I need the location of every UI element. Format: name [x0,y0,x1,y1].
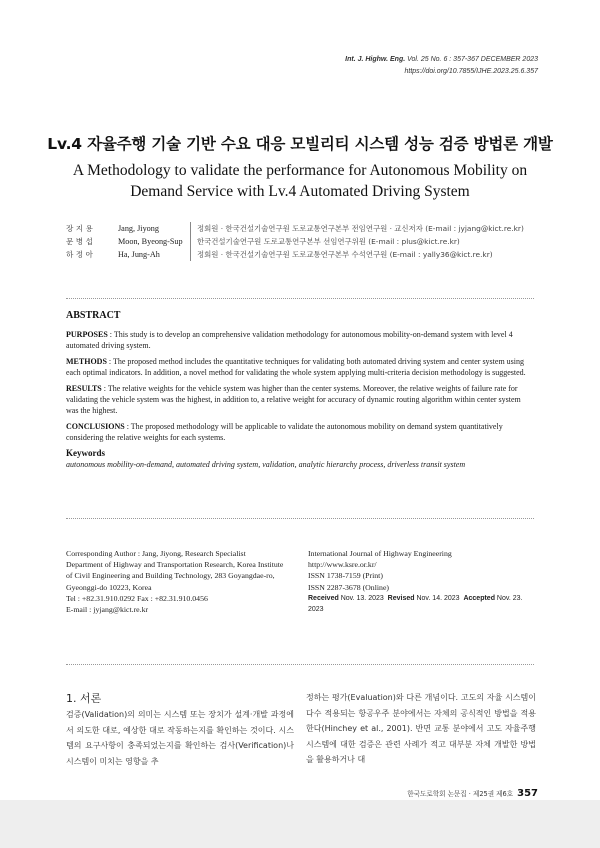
author-name-en: Moon, Byeong-Sup [118,237,183,246]
abstract-methods [66,356,534,378]
author-row [66,222,524,235]
title-korean: Lv.4 자율주행 기술 기반 수요 대응 모빌리티 시스템 성능 검증 방법론 개발 [47,135,553,153]
accepted-date: Nov. 23. 2023 [308,594,523,614]
publication-line: ISSN 1738-7159 (Print) [308,571,383,581]
received-date: Nov. 13. 2023 [340,594,384,602]
publication-url[interactable]: http://www.ksre.or.kr/ [308,560,377,570]
purposes-label: PURPOSES [66,330,108,339]
publication-line: ISSN 2287-3678 (Online) [308,582,389,592]
author-affiliation: 정회원 · 한국건설기술연구원 도로교통연구본부 전임연구원 · 교신저자 (E-mail : jyjang@kict.re.kr) [190,222,524,235]
revised-label: Revised [387,594,415,602]
publication-dates [308,593,538,615]
author-name-en: Jang, Jiyong [118,224,159,233]
abstract-purposes [66,329,534,351]
journal-doi[interactable]: https://doi.org/10.7855/IJHE.2023.25.6.357 [404,68,538,75]
methods-label: METHODS [66,357,107,366]
author-affiliation: 한국건설기술연구원 도로교통연구본부 선임연구위원 (E-mail : plus@kict.re.kr) [190,235,460,248]
journal-abbrev: Int. J. Highw. Eng. [345,56,406,63]
publication-line: International Journal of Highway Engineering [308,549,452,558]
abstract-section [66,310,534,470]
footer-band [0,800,600,848]
abstract-heading: ABSTRACT [66,310,121,321]
body-column-right: 정하는 평가(Evaluation)와 다른 개념이다. 고도의 자율 시스템이 다수 적용되는 항공우주 분야에서는 자체의 공식적인 방법을 적용한다(Hinchey et al., 2001). 반면 교통 분야에서 고도 자율주행 시스템에 대한 검증은 관련 사례가 적고 대부분 자체 개발한 방법을 활용하거나 대 [306,693,536,765]
correspondence-line: Tel : +82.31.910.0292 Fax : +82.31.910.0456 [66,593,208,603]
author-row [66,248,524,261]
accepted-label: Accepted [463,594,495,602]
correspondence-line: of Civil Engineering and Building Technology, 283 Goyangdae-ro, [66,571,275,581]
author-name-en: Ha, Jung-Ah [118,250,160,259]
revised-date: Nov. 14. 2023 [416,594,460,602]
page-number: 357 [517,788,538,799]
divider-top [66,298,534,299]
author-name-ko: 문 병 섭 [66,237,93,246]
divider-section [66,664,534,665]
author-name-ko: 장 지 용 [66,224,93,233]
methods-text: : The proposed method includes the quantitative techniques for validating both automated driving system and center system using each optimal indicators. In addition, a novel method for validating the whole system applying multi-criteria decision methodology is suggested. [66,357,526,377]
journal-volume: Vol. 25 No. 6 : 357-367 DECEMBER 2023 [405,56,538,63]
divider-bottom [66,518,534,519]
publication-info [308,548,538,615]
conclusions-label: CONCLUSIONS [66,422,125,431]
author-row [66,235,524,248]
results-text: : The relative weights for the vehicle system was higher than the center systems. Moreover, the relative weights of failure rate for validating the vehicle system was the highest, in addition to, a relative weight for accuracy of dynamic routing algorithm within center system was the highest. [66,384,521,415]
received-label: Received [308,594,339,602]
footer-journal: 한국도로학회 논문집 · 제25권 제6호 [407,790,514,798]
page-footer [407,788,538,799]
conclusions-text: : The proposed methodology will be applicable to validate the autonomous mobility on demand system quantitatively considering the relative weights for each systems. [66,422,503,442]
journal-header [345,54,538,78]
correspondence-info [66,548,296,615]
keywords-heading: Keywords [66,448,105,458]
section-title: 1. 서론 [66,692,102,705]
correspondence-line: Department of Highway and Transportation Research, Korea Institute [66,560,284,570]
results-label: RESULTS [66,384,102,393]
author-name-ko: 하 정 아 [66,250,93,259]
abstract-results [66,383,534,416]
purposes-text: : This study is to develop an comprehensive validation methodology for autonomous mobility-on-demand system with level 4 automated driving system. [66,330,513,350]
correspondence-email[interactable]: E-mail : jyjang@kict.re.kr [66,605,149,615]
correspondence-line: Gyeonggi-do 10223, Korea [66,582,152,592]
body-column-left: 검증(Validation)의 의미는 시스템 또는 장치가 설계·개발 과정에서 의도한 대로, 예상한 대로 작동하는지를 확인하는 것이다. 시스템의 요구사항이 충족되었는지를 확인하는 검사(Verification)나 시스템이 미치는 영향을 추 [66,710,294,766]
correspondence-line: Corresponding Author : Jang, Jiyong, Research Specialist [66,549,246,558]
title-english: A Methodology to validate the performance for Autonomous Mobility on Demand Service with Lv.4 Automated Driving System [72,162,528,200]
abstract-conclusions [66,421,534,443]
author-affiliation: 정회원 · 한국건설기술연구원 도로교통연구본부 수석연구원 (E-mail : yally36@kict.re.kr) [190,248,493,261]
author-list [66,222,524,261]
keywords-text: autonomous mobility-on-demand, automated driving system, validation, analytic hierarchy process, driverless transit system [66,460,466,469]
